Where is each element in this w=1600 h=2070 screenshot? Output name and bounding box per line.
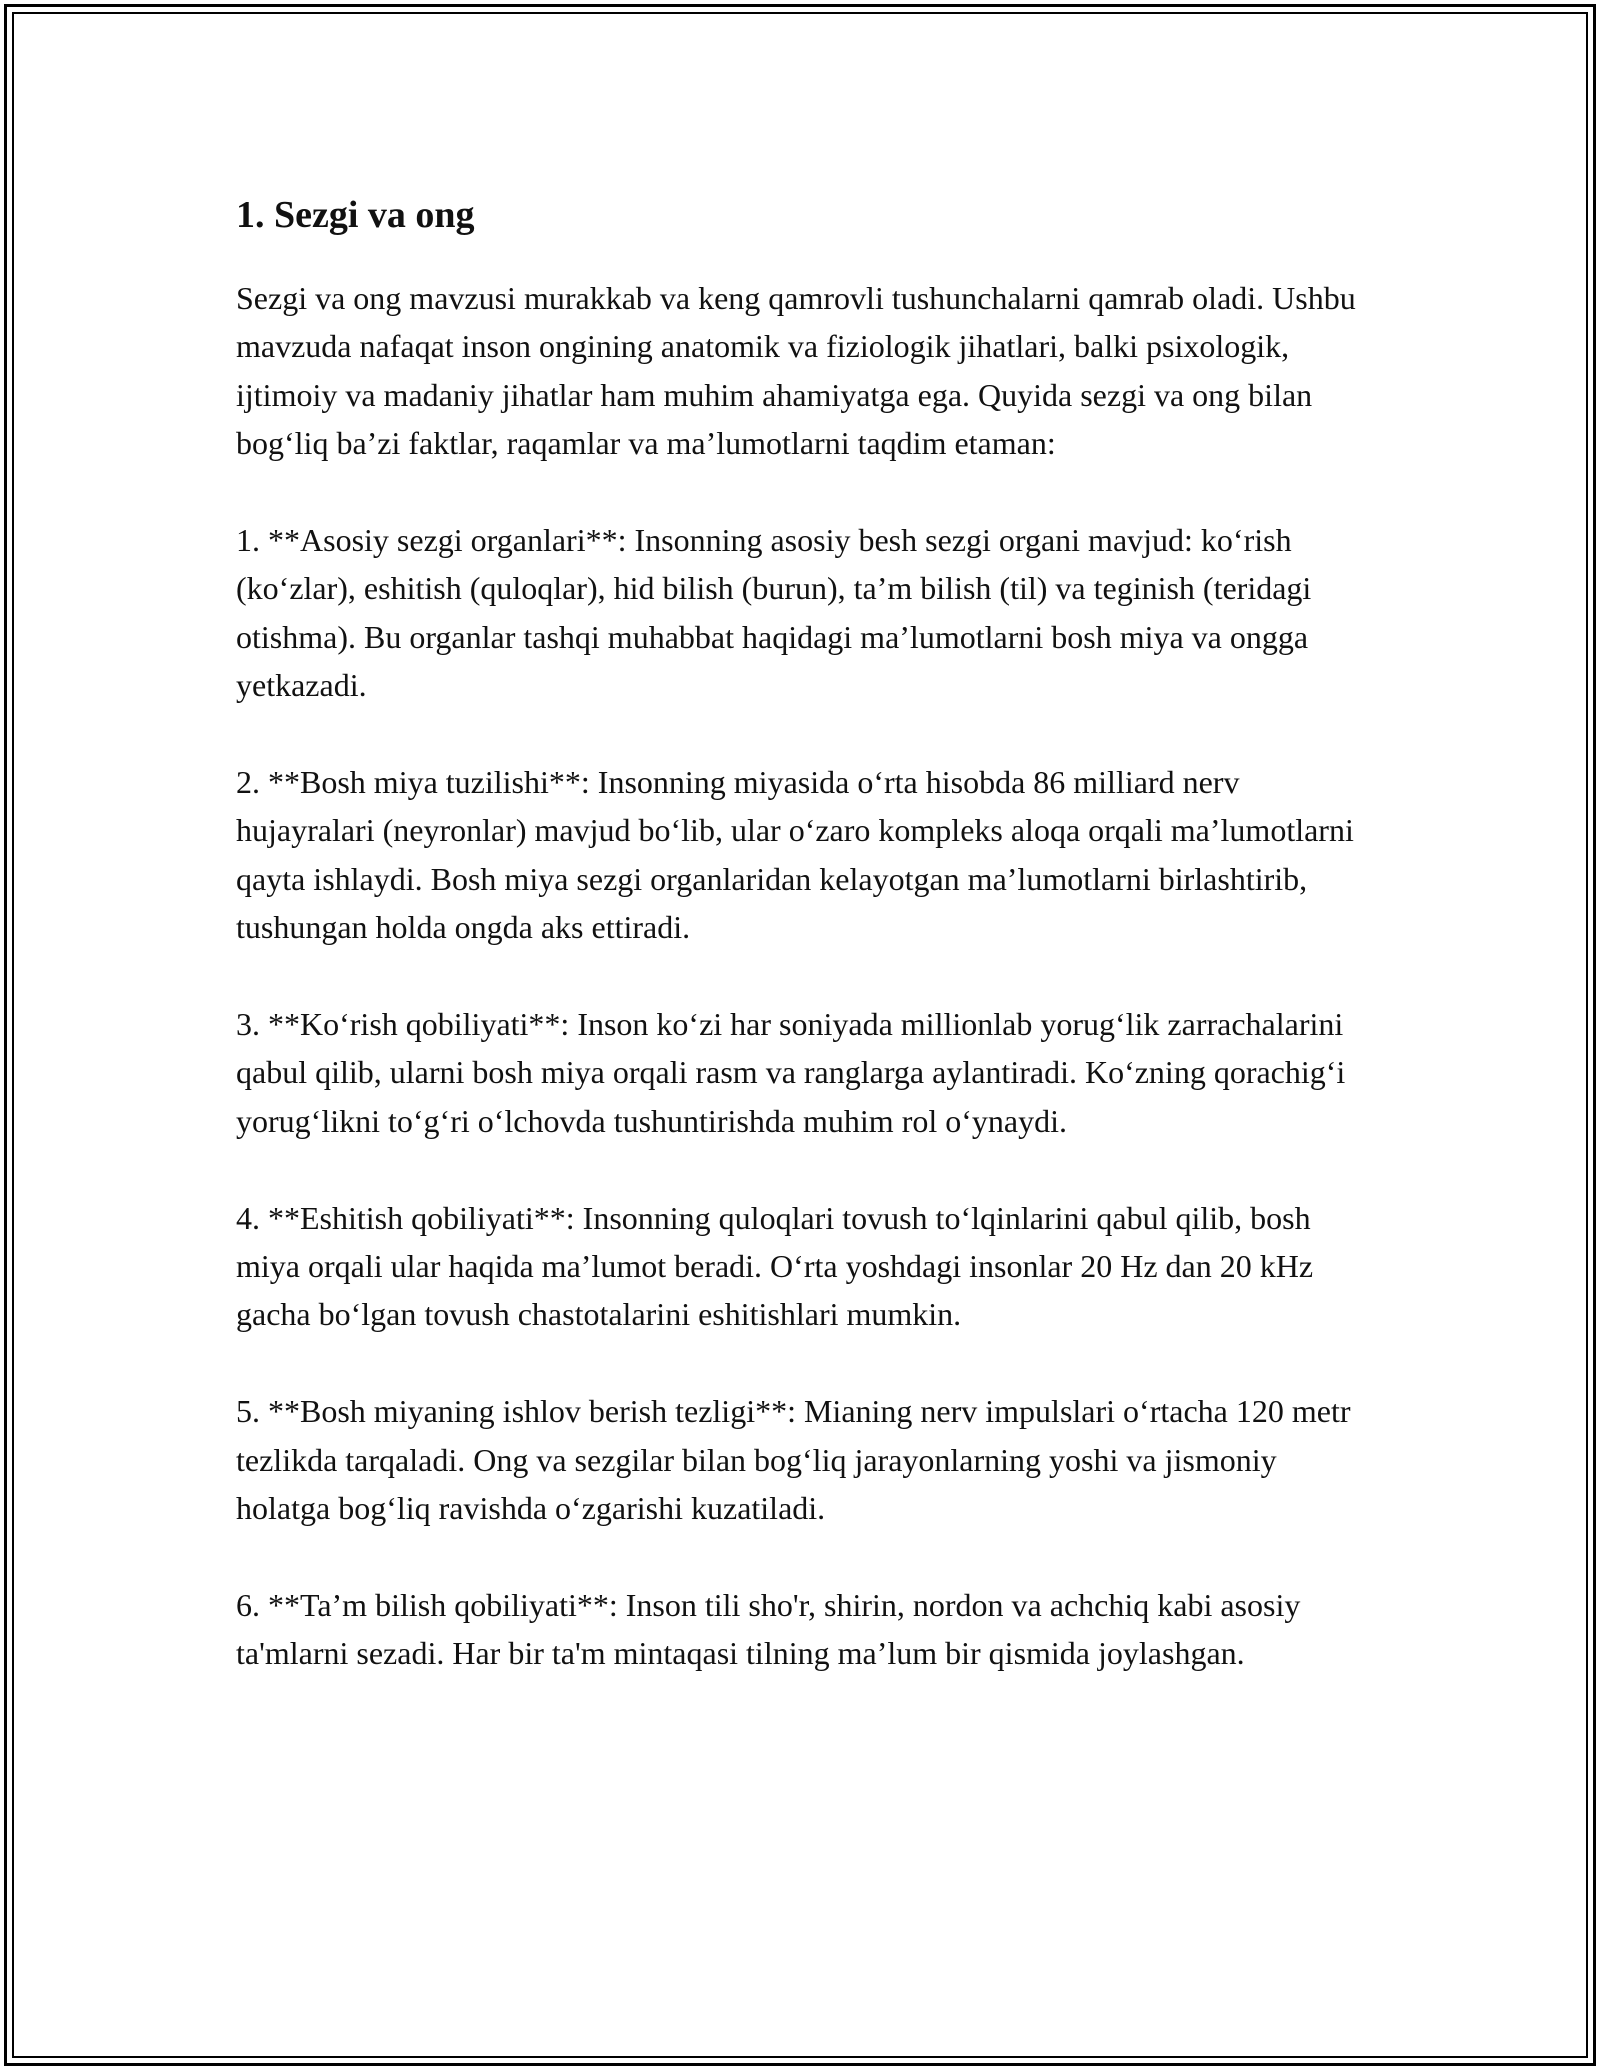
intro-paragraph: Sezgi va ong mavzusi murakkab va keng qamrovli tushunchalarni qamrab oladi. Ushbu mavzuda nafaqat inson ongining anatomik va fiziologik jihatlari, balki psixologik, ijtimoiy va madaniy jihatlar ham muhim ahamiyatga ega. Quyida sezgi va ong bilan bog‘liq ba’zi faktlar, raqamlar va ma’lumotlarni taqdim etaman: [236, 280, 1356, 462]
list-item-sense-organs: 1. **Asosiy sezgi organlari**: Insonning asosiy besh sezgi organi mavjud: ko‘rish (ko‘zlar), eshitish (quloqlar), hid bilish (burun), ta’m bilish (til) va teginish (teridagi otishma). Bu organlar tashqi muhabbat haqidagi ma’lumotlarni bosh miya va ongga yetkazadi. [236, 522, 1312, 704]
list-item-taste: 6. **Ta’m bilish qobiliyati**: Inson tili sho'r, shirin, nordon va achchiq kabi asosiy ta'mlarni sezadi. Har bir ta'm mintaqasi tilning ma’lum bir qismida joylashgan. [236, 1586, 1301, 1672]
document-page [236, 186, 1372, 1726]
list-item-processing-speed: 5. **Bosh miyaning ishlov berish tezligi**: Mianing nerv impulslari o‘rtacha 120 metr tezlikda tarqaladi. Ong va sezgilar bilan bog‘liq jarayonlarning yoshi va jismoniy holatga bog‘liq ravishda o‘zgarishi kuzatiladi. [236, 1393, 1351, 1527]
list-item-vision: 3. **Ko‘rish qobiliyati**: Inson ko‘zi har soniyada millionlab yorug‘lik zarrachalarini qabul qilib, ularni bosh miya orqali rasm va ranglarga aylantiradi. Ko‘zning qorachig‘i yorug‘likni to‘g‘ri o‘lchovda tushuntirishda muhim rol o‘ynaydi. [236, 1006, 1346, 1139]
section-heading: 1. Sezgi va ong [236, 194, 475, 236]
list-item-brain-structure: 2. **Bosh miya tuzilishi**: Insonning miyasida o‘rta hisobda 86 milliard nerv hujayralari (neyronlar) mavjud bo‘lib, ular o‘zaro kompleks aloqa orqali ma’lumotlarni qayta ishlaydi. Bosh miya sezgi organlaridan kelayotgan ma’lumotlarni birlashtirib, tushungan holda ongda aks ettiradi. [236, 764, 1354, 946]
list-item-hearing: 4. **Eshitish qobiliyati**: Insonning quloqlari tovush to‘lqinlarini qabul qilib, bosh miya orqali ular haqida ma’lumot beradi. O‘rta yoshdagi insonlar 20 Hz dan 20 kHz gacha bo‘lgan tovush chastotalarini eshitishlari mumkin. [236, 1199, 1314, 1333]
